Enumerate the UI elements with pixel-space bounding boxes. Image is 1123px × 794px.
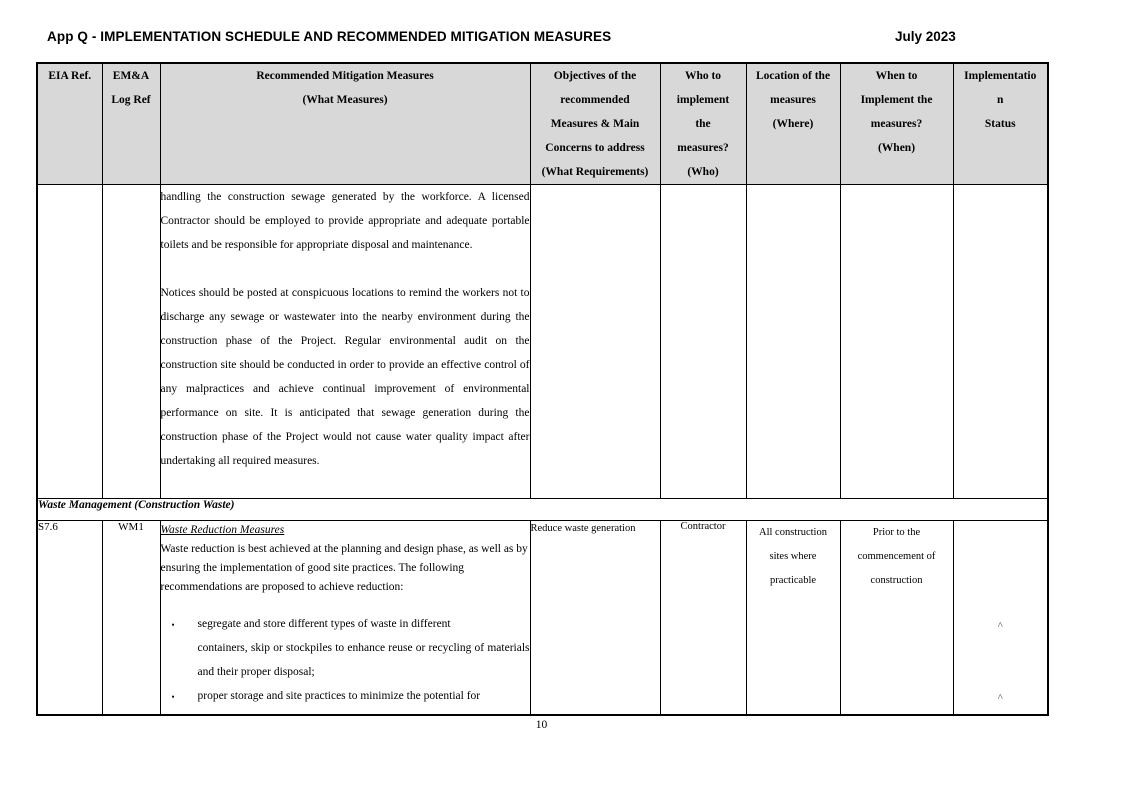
column-header-who [660,63,746,185]
header-line: the [695,118,711,130]
header-line: measures? [870,118,923,130]
header-line: Log Ref [111,94,151,106]
cell-objectives: Reduce waste generation [530,521,660,715]
cell-when [840,521,953,715]
bullet-text-line: proper storage and site practices to minimize the potential for [197,690,481,702]
header-line: EIA Ref. [48,70,92,82]
cell-where [746,521,840,715]
header-line: recommended [560,94,630,106]
status-caret-mark: ^ [997,692,1003,704]
header-line: (Where) [772,118,814,130]
column-header-objectives [530,63,660,185]
section-title: Waste Management (Construction Waste) [37,499,1048,521]
header-line: (What Requirements) [541,166,649,178]
column-header-eia-ref [37,63,102,185]
header-line: (When) [877,142,916,154]
cell-log-ref-empty [102,185,160,499]
table-header-row [37,63,1048,185]
header-line: Who to [684,70,722,82]
bullet-text-line: containers, skip or stockpiles to enhance reuse or recycling of materials and their proper disposal; [197,642,530,678]
header-line: measures [770,94,816,106]
measure-title: Waste Reduction Measures [160,524,285,536]
cell-mitigation-measures [160,185,530,499]
header-line: (Who) [687,166,719,178]
bullet-icon: • [171,620,175,630]
measure-paragraph: handling the construction sewage generated by the workforce. A licensed Contractor should be employed to provide appropriate and adequate portable toilets and be responsible for appropriate disposal and maintenance. [160,191,530,251]
page-number: 10 [535,719,548,731]
cell-when-empty [840,185,953,499]
table-row-section-header [37,499,1048,521]
cell-status-empty [953,185,1048,499]
measure-paragraph: Notices should be posted at conspicuous locations to remind the workers not to discharge any sewage or wastewater into the nearby environment during the construction phase of the Project. Regular environmental audit on the construction site should be conducted in order to provide an effective control of any malpractices and achieve continual improvement of environmental performance on site. It is anticipated that sewage generation during the construction phase of the Project would not cause water quality impact after undertaking all required measures. [160,287,530,467]
cell-eia-ref: S7.6 [37,521,102,715]
where-line: practicable [769,575,817,586]
where-line: sites where [769,551,817,562]
when-line: Prior to the [872,527,921,538]
header-line: (What Measures) [302,94,388,106]
header-line: Implement the [860,94,933,106]
cell-objectives-empty [530,185,660,499]
cell-eia-ref-empty [37,185,102,499]
cell-who: Contractor [660,521,746,715]
list-item [161,612,530,684]
column-header-ema-log-ref [102,63,160,185]
header-line: When to [875,70,918,82]
column-header-where [746,63,840,185]
bullet-icon: • [171,692,175,702]
cell-implementation-status [953,521,1048,715]
bullet-list [161,612,530,708]
header-line: n [997,94,1004,106]
table-row-wm1 [37,521,1048,715]
header-line: Objectives of the [553,70,637,82]
header-line: Measures & Main [550,118,640,130]
implementation-schedule-table [36,62,1049,716]
header-line: EM&A [112,70,150,82]
when-line: commencement of [857,551,936,562]
cell-where-empty [746,185,840,499]
measure-intro: Waste reduction is best achieved at the planning and design phase, as well as by ensuring the implementation of good site practices. The following recommendations are proposed to achieve reduction: [160,543,528,593]
where-line: All construction [759,527,827,538]
document-title: App Q - IMPLEMENTATION SCHEDULE AND RECOMMENDED MITIGATION MEASURES [47,29,612,44]
when-line: construction [870,575,923,586]
cell-who-empty [660,185,746,499]
header-line: Status [984,118,1016,130]
document-date: July 2023 [895,29,956,44]
cell-log-ref: WM1 [102,521,160,715]
header-line: implement [676,94,730,106]
status-caret-mark: ^ [997,620,1003,632]
header-line: Recommended Mitigation Measures [256,70,434,82]
table-row-continuation [37,185,1048,499]
header-line: Concerns to address [545,142,645,154]
header-line: Implementatio [964,70,1037,82]
column-header-mitigation-measures [160,63,530,185]
header-line: Location of the [755,70,831,82]
cell-mitigation-measures [160,521,530,715]
column-header-status [953,63,1048,185]
header-line: measures? [677,142,729,154]
bullet-text-line: segregate and store different types of waste in different [197,618,451,630]
list-item [161,684,530,708]
column-header-when [840,63,953,185]
